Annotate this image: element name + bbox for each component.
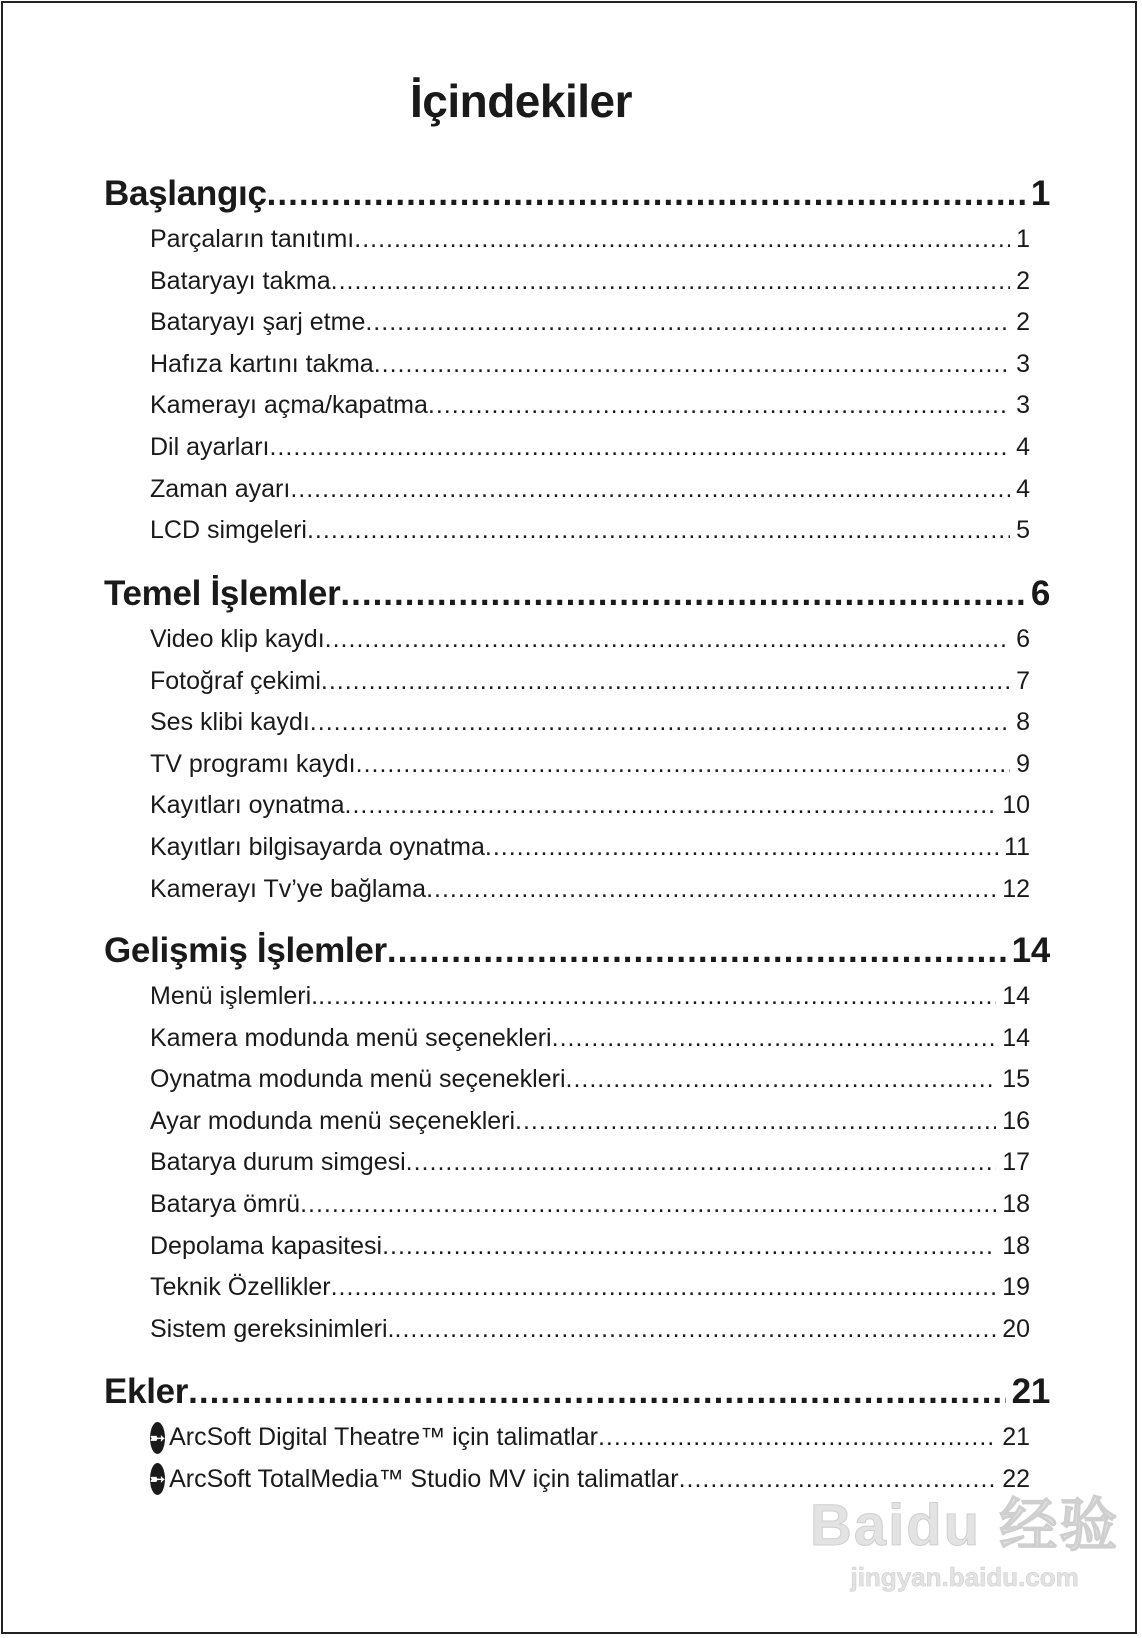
toc-entry[interactable] — [150, 785, 1030, 827]
toc-entry[interactable] — [150, 219, 1030, 261]
leader-dots — [387, 926, 1006, 976]
entry-title: Sistem gereksinimleri. — [150, 1314, 395, 1343]
toc-entry[interactable] — [150, 702, 1030, 744]
leader-dots — [318, 976, 996, 1018]
toc-entry[interactable] — [150, 1018, 1030, 1060]
entry-page-number: 14 — [1002, 982, 1030, 1010]
entry-title: Bataryayı şarj etme — [150, 308, 366, 337]
toc-entry[interactable] — [150, 869, 1030, 911]
toc-entry[interactable] — [150, 827, 1030, 869]
entry-page-number: 17 — [1002, 1148, 1030, 1177]
leader-dots — [310, 702, 1010, 744]
leader-dots — [331, 1267, 997, 1309]
leader-dots — [345, 785, 997, 827]
watermark-brand: Baidu 经验 — [810, 1493, 1120, 1558]
section-page-number: 6 — [1030, 574, 1050, 613]
toc-entry[interactable] — [150, 744, 1030, 786]
entry-page-number: 21 — [1002, 1423, 1030, 1451]
entry-page-number: 11 — [1004, 832, 1030, 861]
toc-entry[interactable] — [150, 1184, 1030, 1226]
leader-dots — [307, 510, 1010, 552]
toc-entry[interactable] — [150, 1059, 1030, 1101]
entry-title: LCD simgeleri — [150, 516, 307, 545]
leader-dots — [374, 344, 1010, 386]
entry-page-number: 5 — [1016, 516, 1030, 545]
toc-section-heading[interactable] — [104, 1367, 1050, 1417]
entry-page-number: 3 — [1016, 391, 1030, 420]
toc-entry[interactable] — [150, 1267, 1030, 1309]
entry-page-number: 16 — [1002, 1106, 1030, 1135]
entry-title: Kayıtları bilgisayarda oynatma — [150, 832, 485, 861]
entry-title: Ses klibi kaydı — [150, 708, 310, 737]
toc-section-heading[interactable] — [104, 569, 1050, 619]
toc-entry[interactable] — [150, 469, 1030, 511]
entry-page-number: 6 — [1016, 625, 1030, 653]
entry-page-number: 18 — [1002, 1189, 1030, 1218]
section-title: Ekler — [104, 1372, 189, 1411]
leader-dots — [428, 385, 1010, 427]
entry-page-number: 14 — [1002, 1023, 1030, 1052]
entry-title: Kayıtları oynatma — [150, 791, 345, 820]
toc-entry[interactable] — [150, 510, 1030, 552]
leader-dots — [426, 869, 996, 911]
leader-dots — [300, 1184, 996, 1226]
section-page-number: 21 — [1011, 1372, 1050, 1411]
leader-dots — [395, 1309, 997, 1351]
toc-section — [104, 569, 1050, 910]
baidu-watermark — [810, 1478, 1119, 1593]
entry-page-number: 19 — [1002, 1273, 1030, 1302]
entry-page-number: 4 — [1016, 474, 1030, 503]
section-title: Temel İşlemler — [104, 574, 341, 613]
leader-dots — [321, 661, 1010, 703]
entry-title: Kamerayı açma/kapatma — [150, 391, 428, 420]
leader-dots — [515, 1101, 996, 1143]
entry-page-number: 3 — [1016, 349, 1030, 378]
leader-dots — [406, 1142, 997, 1184]
entry-title: TV programı kaydı — [150, 749, 356, 778]
arrow-circle-icon: ➸ — [150, 1463, 165, 1495]
toc-entry[interactable] — [150, 1101, 1030, 1143]
entry-title: Dil ayarları — [150, 432, 270, 461]
entry-page-number: 12 — [1002, 874, 1030, 903]
section-page-number: 1 — [1030, 174, 1050, 213]
arrow-circle-icon: ➸ — [150, 1422, 165, 1454]
leader-dots — [267, 169, 1025, 219]
watermark-url: jingyan.baidu.com — [850, 1562, 1079, 1592]
entry-page-number: 9 — [1016, 749, 1030, 778]
toc-entry[interactable] — [150, 427, 1030, 469]
toc-entry[interactable] — [150, 344, 1030, 386]
entry-page-number: 15 — [1002, 1065, 1030, 1094]
section-title: Gelişmiş İşlemler — [104, 931, 387, 970]
leader-dots — [331, 261, 1010, 303]
toc-entry[interactable] — [150, 661, 1030, 703]
leader-dots — [188, 1367, 1006, 1417]
toc-section-heading[interactable] — [104, 169, 1050, 219]
leader-dots — [340, 569, 1024, 619]
entry-title: ArcSoft Digital Theatre™ için talimatlar — [169, 1423, 598, 1451]
toc-entry[interactable] — [150, 1417, 1030, 1459]
entry-page-number: 7 — [1016, 666, 1030, 695]
entry-page-number: 2 — [1016, 308, 1030, 337]
entry-page-number: 18 — [1002, 1231, 1030, 1260]
leader-dots — [566, 1059, 997, 1101]
entry-title: Zaman ayarı — [150, 474, 291, 503]
section-page-number: 14 — [1011, 931, 1050, 970]
toc-section-heading[interactable] — [104, 926, 1050, 976]
leader-dots — [598, 1417, 996, 1459]
entry-page-number: 1 — [1016, 225, 1030, 253]
leader-dots — [356, 744, 1010, 786]
leader-dots — [354, 219, 1010, 261]
entry-title: Ayar modunda menü seçenekleri — [150, 1106, 516, 1135]
entry-title: Kamerayı Tv’ye bağlama — [150, 874, 427, 903]
entry-title: Teknik Özellikler — [150, 1273, 331, 1302]
entry-title: Batarya durum simgesi — [150, 1148, 406, 1177]
entry-page-number: 20 — [1002, 1314, 1030, 1343]
entry-title: Hafıza kartını takma — [150, 349, 374, 378]
leader-dots — [290, 469, 1010, 511]
toc-section — [104, 169, 1050, 552]
toc-section — [104, 926, 1050, 1350]
entry-title: Oynatma modunda menü seçenekleri — [150, 1065, 566, 1094]
toc-entry[interactable] — [150, 1226, 1030, 1268]
entry-title: Kamera modunda menü seçenekleri — [150, 1023, 552, 1052]
toc-entry[interactable] — [150, 619, 1030, 661]
toc-entry[interactable] — [150, 1142, 1030, 1184]
leader-dots — [365, 302, 1010, 344]
leader-dots — [269, 427, 1010, 469]
entry-title: Parçaların tanıtımı — [150, 225, 355, 253]
entry-page-number: 8 — [1016, 708, 1030, 737]
entry-page-number: 4 — [1016, 432, 1030, 461]
entry-title: Depolama kapasitesi — [150, 1231, 383, 1260]
toc-entry[interactable] — [150, 1309, 1030, 1351]
entry-title: Fotoğraf çekimi — [150, 666, 321, 695]
toc-entry[interactable] — [150, 302, 1030, 344]
entry-title: Batarya ömrü — [150, 1189, 301, 1218]
toc-entry[interactable] — [150, 385, 1030, 427]
toc-entry[interactable] — [150, 261, 1030, 303]
leader-dots — [485, 827, 998, 869]
entry-title: Video klip kaydı — [150, 625, 325, 653]
section-title: Başlangıç — [104, 174, 267, 213]
entry-page-number: 22 — [1002, 1464, 1030, 1493]
entry-title: Menü işlemleri. — [150, 982, 319, 1010]
leader-dots — [552, 1018, 997, 1060]
entry-page-number: 10 — [1002, 791, 1030, 820]
page-title: İçindekiler — [409, 75, 633, 127]
entry-page-number: 2 — [1016, 266, 1030, 295]
leader-dots — [382, 1226, 996, 1268]
entry-title: Bataryayı takma — [150, 266, 331, 295]
leader-dots — [325, 619, 1010, 661]
entry-title: ArcSoft TotalMedia™ Studio MV için talimatlar — [169, 1464, 679, 1493]
toc-entry[interactable] — [150, 976, 1030, 1018]
